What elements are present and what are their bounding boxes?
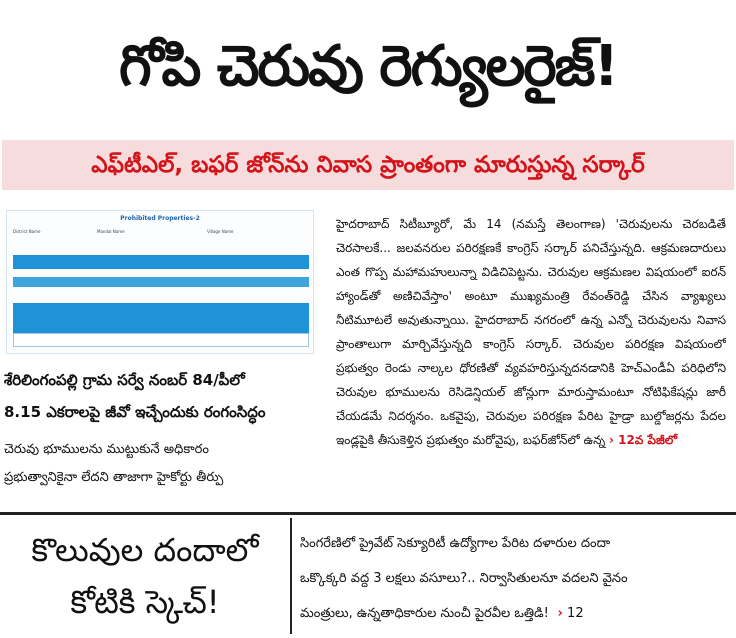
document-table-subheader xyxy=(13,277,309,287)
section-divider xyxy=(0,512,736,515)
side-headline-line-1: శేరిలింగంపల్లి గ్రామ సర్వే నంబర్ 84/పీలో xyxy=(4,371,245,389)
document-table-header xyxy=(13,255,309,269)
bullet-line-1: సింగరేణిలో ప్రైవేట్ సెక్యూరిటీ ఉద్యోగాల పేరిట దళారుల దందా xyxy=(300,536,611,551)
story-body xyxy=(336,212,726,502)
document-meta-district: District Name xyxy=(13,229,41,234)
bullet-line-3 xyxy=(300,596,730,631)
box-headline xyxy=(4,524,286,632)
story-continued: › 12వ పేజీలో xyxy=(609,433,677,447)
side-text xyxy=(4,436,318,492)
box-headline-line-1: కొలువుల దందాలో xyxy=(31,531,259,569)
column-divider xyxy=(290,518,292,634)
document-meta-village: Village Name xyxy=(207,229,234,234)
bullet-line-2: ఒక్కొక్కరి వద్ద 3 లక్షలు వసూలు?.. నిర్వాసితులనూ వదలని వైనం xyxy=(300,571,628,586)
document-image-title: Prohibited Properties-2 xyxy=(120,215,200,222)
side-headline-line-2: 8.15 ఎకరాలపై జీవో ఇచ్చేందుకు రంగంసిద్ధం xyxy=(4,403,266,421)
page-ref-arrow-icon: › xyxy=(553,606,563,621)
document-table-columns xyxy=(13,303,309,333)
bullet-line-3-text: మంత్రులు, ఉన్నతాధికారుల నుంచీ పైరవీల ఒత్తిడి! xyxy=(300,606,549,621)
sub-headline: ఎఫ్‌టీఎల్, బఫర్ జోన్‌ను నివాస ప్రాంతంగా మారుస్తున్న సర్కార్ xyxy=(2,140,734,190)
document-table-row xyxy=(13,333,309,347)
bullet-list xyxy=(300,526,730,632)
box-headline-line-2: కోటికి స్కెచ్! xyxy=(70,583,220,621)
side-text-line-1: చెరువు భూములను ముట్టుకునే అధికారం xyxy=(4,442,209,457)
story-text: హైదరాబాద్ సిటీబ్యూరో, మే 14 (నమస్తే తెలంగాణ) 'చెరువులను చెరబడితే చెరసాలకే... జలవనరుల పరిరక్షణకే కాంగ్రెస్ సర్కార్ పనిచేస్తున్నది. ఆక్రమణదారులు ఎంత గొప్ప మహామహులున్నా విడిచిపెట్టను. చెరువుల ఆక్రమణల విషయంలో ఐరన్ హ్యాండ్‌తో అణిచివేస్తాం' అంటూ ముఖ్యమంత్రి రేవంత్‌రెడ్డి చేసిన వ్యాఖ్యలు నీటిమూటలే అవుతున్నాయి. హైదరాబాద్ నగరంలో ఉన్న ఎన్నో చెరువులను నివాస ప్రాంతాలుగా మార్చివేస్తున్నది కాంగ్రెస్ సర్కార్. చెరువుల పరిరక్షణ విషయంలో ప్రభుత్వం రెండు నాల్కల ధోరణితో వ్యవహరిస్తున్నదనడానికి హెచ్ఎండీఏ పరిధిలోని చెరువుల భూములను రెసిడెన్షియల్ జోన్లుగా మారుస్తామంటూ నోటిఫికేషన్లు జారీ చేయడమే నిదర్శనం. ఒకవైపు, చెరువుల పరిరక్షణ పేరిట హైడ్రా బుల్డోజర్లను పేదల ఇండ్లపైకి తీసుకెళ్తిన ప్రభుత్వం మరోవైపు, బఫర్‌జోన్‌లో ఉన్న xyxy=(336,217,726,447)
side-text-line-2: ప్రభుత్వానికైనా లేదని తాజాగా హైకోర్టు తీర్పు xyxy=(4,470,224,485)
side-headline xyxy=(4,364,318,428)
page-ref: 12 xyxy=(567,606,584,621)
document-meta-mandal: Mandal Name xyxy=(97,229,125,234)
document-image xyxy=(6,210,314,354)
main-headline: గోపి చెరువు రెగ్యులరైజ్! xyxy=(118,34,618,99)
